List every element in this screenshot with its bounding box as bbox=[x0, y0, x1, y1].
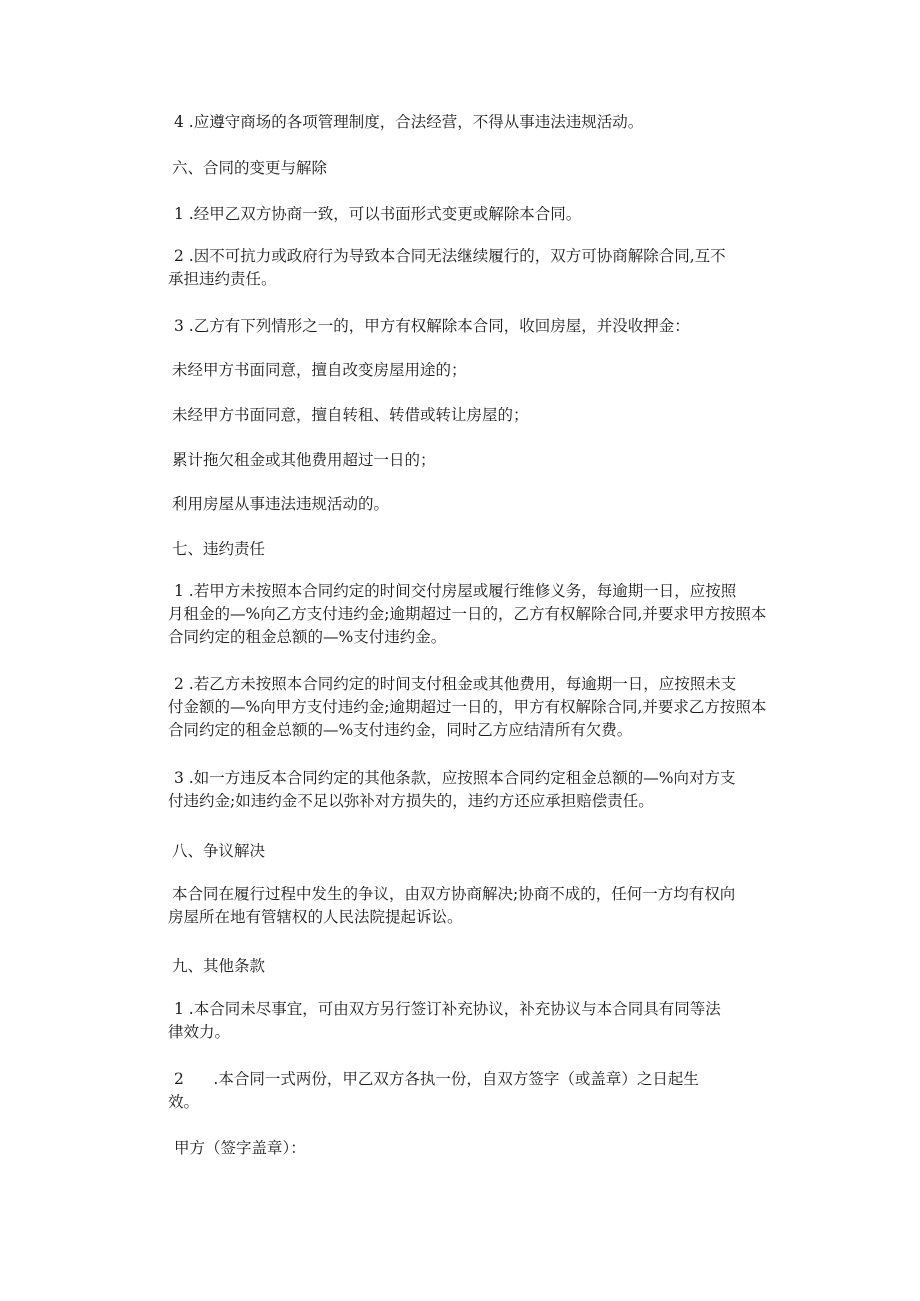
liability-clause-2: 2 .若乙方未按照本合同约定的时间支付租金或其他费用，每逾期一日，应按照未支 付金额的—%向甲方支付违约金;逾期超过一日的，甲方有权解除合同,并要求乙方按照本 合同约定的租金总额的—%支付违约金，同时乙方应结清所有欠费。 bbox=[168, 675, 767, 739]
other-clause-1: 1 .本合同未尽事宜，可由双方另行签订补充协议，补充协议与本合同具有同等法 律效力。 bbox=[168, 1000, 721, 1041]
case-sublet: 未经甲方书面同意，擅自转租、转借或转让房屋的； bbox=[172, 406, 529, 424]
clause-2-force-majeure: 2 .因不可抗力或政府行为导致本合同无法继续履行的，双方可协商解除合同,互不 承担违约责任。 bbox=[168, 247, 726, 288]
case-illegal-activity: 利用房屋从事违法违规活动的。 bbox=[172, 495, 390, 513]
liability-clause-1: 1 .若甲方未按照本合同约定的时间交付房屋或履行维修义务，每逾期一日，应按照 月租金的—%向乙方支付违约金;逾期超过一日的，乙方有权解除合同,并要求甲方按照本 合同约定的租金总额的—%支付违约金。 bbox=[168, 582, 767, 646]
section-heading-8: 八、争议解决 bbox=[172, 842, 266, 860]
dispute-resolution-text: 本合同在履行过程中发生的争议，由双方协商解决;协商不成的，任何一方均有权向 房屋所在地有管辖权的人民法院提起诉讼。 bbox=[168, 885, 736, 926]
section-heading-9: 九、其他条款 bbox=[172, 957, 266, 975]
section-heading-7: 七、违约责任 bbox=[172, 540, 266, 558]
section-heading-6: 六、合同的变更与解除 bbox=[172, 159, 328, 177]
party-a-signature-label: 甲方（签字盖章）： bbox=[174, 1139, 306, 1157]
clause-1-mutual-termination: 1 .经甲乙双方协商一致，可以书面形式变更或解除本合同。 bbox=[174, 205, 582, 223]
clause-3-termination-cases: 3 .乙方有下列情形之一的，甲方有权解除本合同，收回房屋，并没收押金： bbox=[174, 317, 690, 335]
case-arrears: 累计拖欠租金或其他费用超过一日的； bbox=[172, 451, 436, 469]
clause-4-obey-rules: 4 .应遵守商场的各项管理制度，合法经营，不得从事违法违规活动。 bbox=[174, 113, 644, 131]
case-change-use: 未经甲方书面同意，擅自改变房屋用途的； bbox=[172, 361, 467, 379]
other-clause-2: 2 .本合同一式两份，甲乙双方各执一份，自双方签字（或盖章）之日起生 效。 bbox=[168, 1070, 699, 1111]
liability-clause-3: 3 .如一方违反本合同约定的其他条款，应按照本合同约定租金总额的—%向对方支 付违约金;如违约金不足以弥补对方损失的，违约方还应承担赔偿责任。 bbox=[168, 769, 736, 810]
